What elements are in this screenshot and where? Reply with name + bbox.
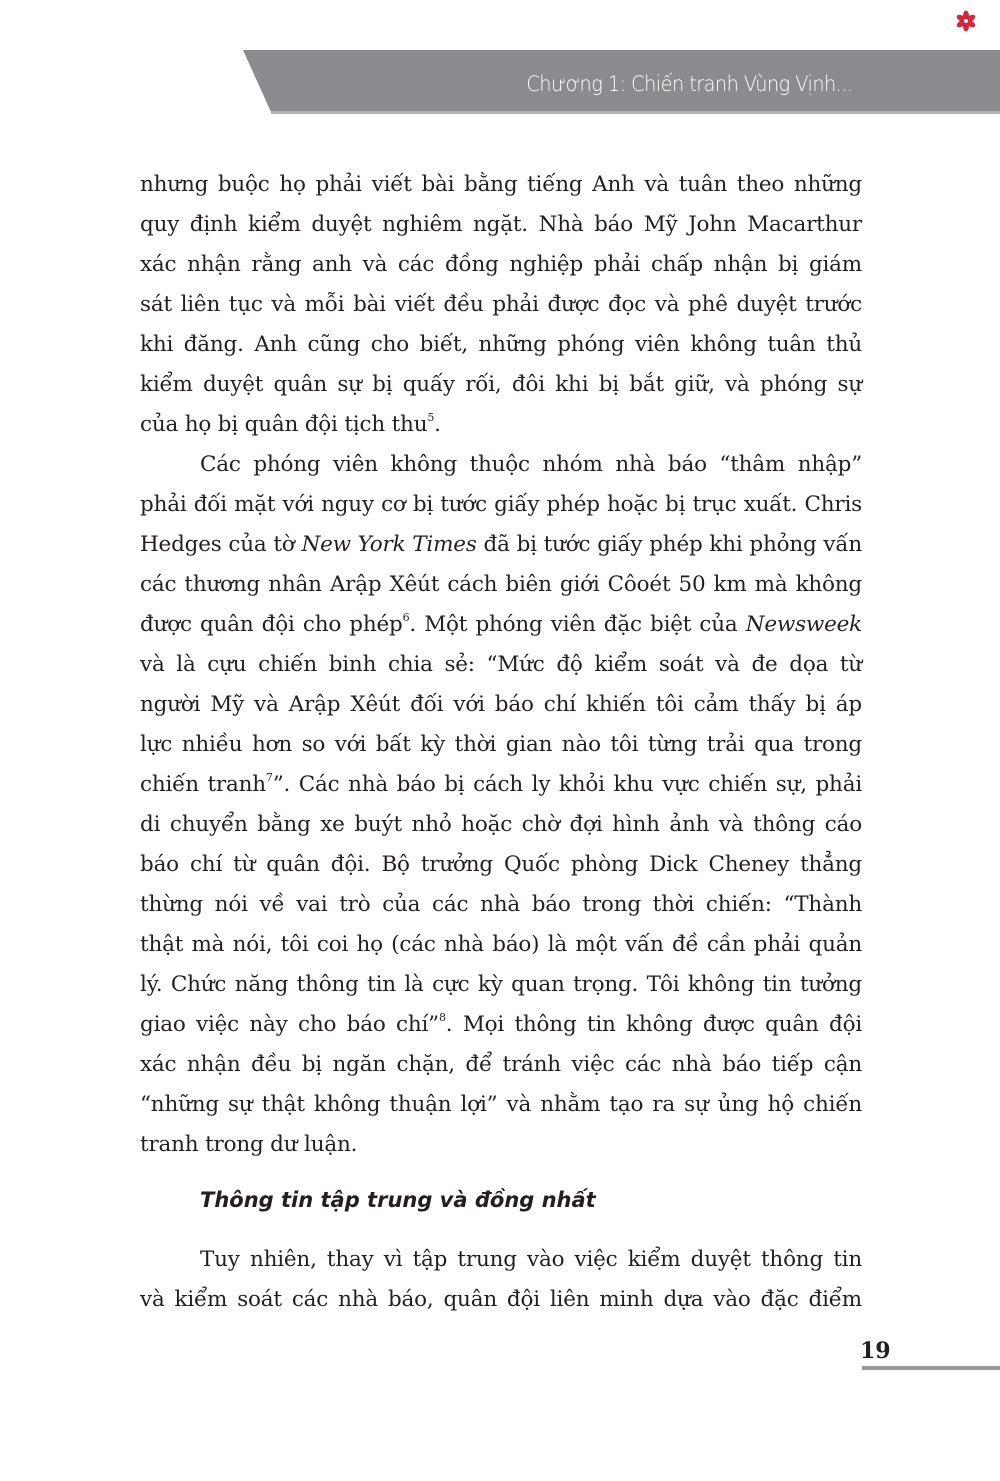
text-span: lực nhiều hơn so với bất kỳ thời gian nào tôi từng trải qua trong xyxy=(140,732,862,757)
text-line xyxy=(140,845,862,885)
text-span: các thương nhân Arập Xêút cách biên giới Côoét 50 km mà không xyxy=(140,572,862,597)
text-line xyxy=(140,885,862,925)
text-span: xác nhận rằng anh và các đồng nghiệp phải chấp nhận bị giám xyxy=(140,252,862,277)
text-line xyxy=(140,725,862,765)
text-line xyxy=(140,605,862,645)
text-span: kiểm duyệt quân sự bị quấy rối, đôi khi bị bắt giữ, và phóng sự xyxy=(140,372,862,397)
text-span: thừng nói về vai trò của các nhà báo trong thời chiến: “Thành xyxy=(140,892,862,917)
italic-title: New York Times xyxy=(301,532,477,557)
paragraph xyxy=(140,1240,862,1320)
text-line xyxy=(140,1085,862,1125)
text-line xyxy=(140,325,862,365)
italic-title: Newsweek xyxy=(745,612,862,637)
text-span: của họ bị quân đội tịch thu xyxy=(140,412,428,437)
text-span: di chuyển bằng xe buýt nhỏ hoặc chờ đợi hình ảnh và thông cáo xyxy=(140,812,862,837)
text-span: “những sự thật không thuận lợi” và nhằm tạo ra sự ủng hộ chiến xyxy=(140,1092,862,1117)
text-span: sát liên tục và mỗi bài viết đều phải được đọc và phê duyệt trước xyxy=(140,292,862,317)
text-span: ”. Các nhà báo bị cách ly khỏi khu vực chiến sự, phải xyxy=(272,772,862,797)
text-span: đã bị tước giấy phép khi phỏng vấn xyxy=(476,532,862,557)
text-span: Các phóng viên không thuộc nhóm nhà báo “thâm nhập” xyxy=(200,452,862,477)
text-span: được quân đội cho phép xyxy=(140,612,403,637)
text-span: Hedges của tờ xyxy=(140,532,302,557)
text-line xyxy=(140,245,862,285)
text-span: lý. Chức năng thông tin là cực kỳ quan trọng. Tôi không tin tưởng xyxy=(140,972,862,997)
flower-logo-icon xyxy=(955,10,977,32)
paragraph xyxy=(140,165,862,445)
text-line xyxy=(140,1125,862,1165)
footnote-ref: 5 xyxy=(427,411,435,424)
text-span: . Một phóng viên đặc biệt của xyxy=(409,612,746,637)
section-heading: Thông tin tập trung và đồng nhất xyxy=(200,1188,596,1212)
text-line xyxy=(140,365,862,405)
text-line xyxy=(140,765,862,805)
text-span: giao việc này cho báo chí” xyxy=(140,1012,439,1037)
text-line xyxy=(140,805,862,845)
text-line xyxy=(140,205,862,245)
text-span: thật mà nói, tôi coi họ (các nhà báo) là một vấn đề cần phải quản xyxy=(140,932,862,957)
text-span: Tuy nhiên, thay vì tập trung vào việc kiểm duyệt thông tin xyxy=(200,1247,862,1272)
text-span: tranh trong dư luận. xyxy=(140,1132,358,1157)
chapter-title: Chương 1: Chiến tranh Vùng Vịnh... xyxy=(525,72,852,96)
text-span: . xyxy=(434,412,441,437)
paragraph xyxy=(140,445,862,1165)
text-line xyxy=(140,405,862,445)
text-span: và kiểm soát các nhà báo, quân đội liên minh dựa vào đặc điểm xyxy=(140,1287,862,1312)
text-span: phải đối mặt với nguy cơ bị tước giấy phép hoặc bị trục xuất. Chris xyxy=(140,492,862,517)
text-span: xác nhận đều bị ngăn chặn, để tránh việc các nhà báo tiếp cận xyxy=(140,1052,862,1077)
footer-rule xyxy=(862,1366,1000,1370)
text-span: nhưng buộc họ phải viết bài bằng tiếng Anh và tuân theo những xyxy=(140,172,862,197)
text-line xyxy=(140,685,862,725)
text-span: khi đăng. Anh cũng cho biết, những phóng viên không tuân thủ xyxy=(140,332,862,357)
text-line xyxy=(140,925,862,965)
text-line xyxy=(140,445,862,485)
text-line xyxy=(140,525,862,565)
text-span: người Mỹ và Arập Xêút đối với báo chí khiến tôi cảm thấy bị áp xyxy=(140,692,862,717)
text-span: và là cựu chiến binh chia sẻ: “Mức độ kiểm soát và đe dọa từ xyxy=(140,652,862,677)
footnote-ref: 8 xyxy=(438,1011,446,1024)
text-span: quy định kiểm duyệt nghiêm ngặt. Nhà báo Mỹ John Macarthur xyxy=(140,212,862,237)
page-number: 19 xyxy=(860,1338,891,1364)
text-span: báo chí từ quân đội. Bộ trưởng Quốc phòng Dick Cheney thẳng xyxy=(140,852,862,877)
text-line xyxy=(140,1280,862,1320)
text-line xyxy=(140,485,862,525)
text-line xyxy=(140,645,862,685)
footnote-ref: 6 xyxy=(402,611,410,624)
text-line xyxy=(140,285,862,325)
text-span: . Mọi thông tin không được quân đội xyxy=(445,1012,862,1037)
text-line xyxy=(140,565,862,605)
text-line xyxy=(140,1045,862,1085)
text-line xyxy=(140,165,862,205)
text-line xyxy=(140,1005,862,1045)
text-line xyxy=(140,965,862,1005)
page-body xyxy=(140,165,862,1320)
footnote-ref: 7 xyxy=(265,771,273,784)
text-span: chiến tranh xyxy=(140,772,266,797)
text-line xyxy=(140,1240,862,1280)
